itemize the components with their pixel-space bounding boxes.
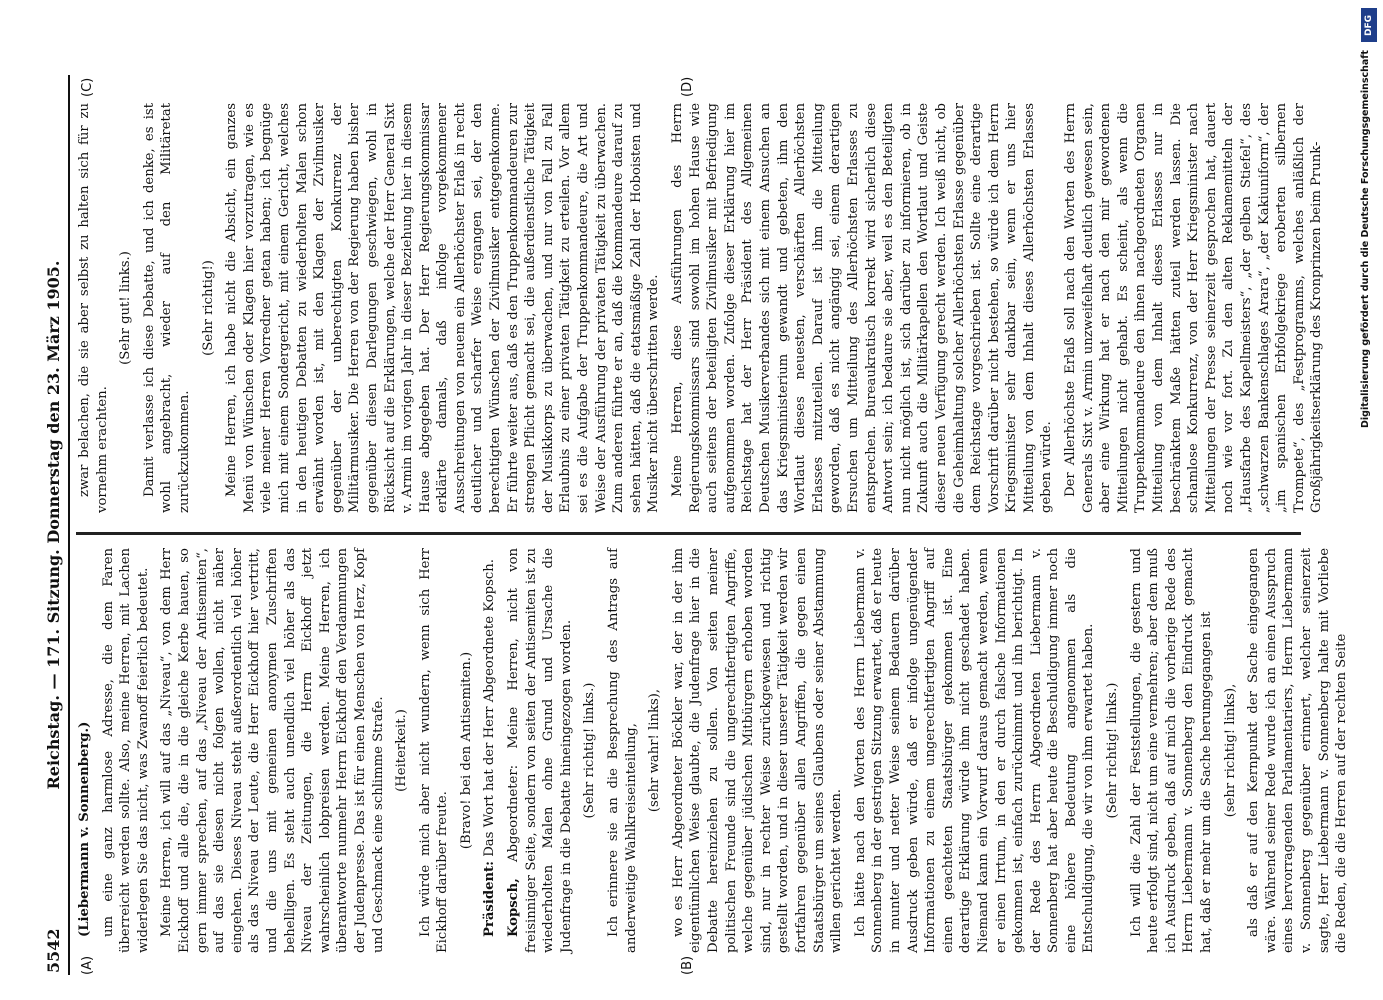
speech-text: Das Wort hat der Herr Abgeordnete Kopsch. <box>482 559 498 857</box>
margin-mark-a: (A) <box>80 955 95 975</box>
speech-paragraph <box>505 548 575 953</box>
right-column <box>76 103 1325 513</box>
paragraph: Meine Herren, ich will auf das „Niveau“, von dem Herr Eickhoff und alle die, die in die gleiche Kerbe hauen, so gern immer sprechen, auf das „Niveau der Antisemiten“, auf das sie diesen nicht folgen wollen, nicht näher eingehen. Dieses Niveau steht außerordentlich viel höher als das Niveau der Leute, die Herr Eickhoff hier vertritt, und die uns mit gemeinen anonymen Zuschriften behelligen. Es steht auch unendlich viel höher als das Niveau der Zeitungen, die Herrn Eickhoff jetzt wahrscheinlich lobpreisen werden. Meine Herren, ich überantworte nunmehr Herrn Eickhoff den Verdammungen der Judenpresse. Das ist für einen Menschen von Herz, Kopf und Geschmack eine schlimme Strafe. <box>159 548 386 953</box>
paragraph: Ich würde mich aber nicht wundern, wenn sich Herr Eickhoff darüber freute. <box>417 548 451 953</box>
speech-paragraph <box>481 548 499 953</box>
page-number: 5542 <box>44 928 63 973</box>
speech-paragraph <box>76 548 94 953</box>
header-rule <box>68 75 70 975</box>
paragraph: Der Allerhöchste Erlaß soll nach den Worten des Herrn Generals Sixt v. Armin unzweifelhaft deutlich gewesen sein, aber eine Wirkung hat er nach den mir gewordenen Mitteilungen nicht gehabt. Es scheint, als wenn die Truppenkommandeure den ihnen nachgeordneten Organen Mitteilung von dem Inhalt dieses Erlasses nur in beschränktem Maße hätten zuteil werden lassen. Die schamlose Konkurrenz, von der Herr Kriegsminister nach Mitteilungen der Presse seinerzeit gesprochen hat, dauert noch wie vor fort. Zu den alten Reklamemitteln der „Hausfarbe des Kapellmeisters“, „der gelben Stiefel“, des „schwarzen Bankenschlages Arara“, „der Kakiuniform“, der „im spanischen Erbfolgekriege eroberten silbernen Trompete“, des „Festprogramms, welches anläßlich der Großjährigkeitserklärung des Kronprinzen beim Prunk- <box>1063 103 1325 513</box>
paragraph: zwar belachen, die sie aber selbst zu halten sich für zu vornehm erachten. <box>77 103 110 513</box>
margin-mark-d: (D) <box>680 76 695 97</box>
interjection: (sehr richtig! links), <box>1222 683 1238 818</box>
document-page <box>40 75 1350 975</box>
speaker-name: Kopsch, <box>506 878 522 937</box>
page-header <box>40 75 70 975</box>
interjection: (Sehr richtig! links.) <box>1105 682 1121 819</box>
paragraph: Ich erinnere sie an die Besprechung des Antrags auf anderweitige Wahlkreiseinteilung, <box>606 548 639 953</box>
paragraph: Damit verlasse ich diese Debatte, und ich denke, es ist wohl angebracht, wieder auf den Militäretat zurückzukommen. <box>141 103 192 513</box>
interjection: (Bravo! bei den Antisemiten.) <box>458 651 474 850</box>
speech-text: Abgeordneter: Meine Herren, nicht von freisinniger Seite, sondern von seiten der Antisemiten ist zu wiederholten Malen ohne Grund und Ursache die Judenfrage in die Debatte hineingezogen worden. <box>506 548 574 953</box>
page-title: Reichstag. — 171. Sitzung. Donnerstag den 23. März 1905. <box>44 260 63 790</box>
paragraph: wo es Herr Abgeordneter Böckler war, der in der ihm eigentümlichen Weise glaubte, die Judenfrage hier in die Debatte hereinziehen zu sollen. Von seiten meiner politischen Freunde sind die ungerechtfertigten Angriffe, welche gegenüber jüdischen Mitbürgern erhoben worden sind, nur in rechter Weise zurückgewiesen und richtig gestellt worden, und in dieser unserer Tätigkeit werden wir fortfahren gegenüber allen Angriffen, die gegen einen Staatsbürger um seines Glaubens oder seiner Abstammung willen gerichtet werden. <box>670 548 845 953</box>
interjection: (Sehr richtig!) <box>200 260 216 356</box>
credit-text: Digitalisierung gefördert durch die Deutsche Forschungsgemeinschaft <box>1360 50 1371 428</box>
margin-mark-c: (C) <box>80 77 95 97</box>
paragraph: Meine Herren, diese Ausführungen des Herrn Regierungskommissars sind sowohl im hohen Hause wie auch seitens der beteiligten Zivilmusiker mit Befriedigung aufgenommen worden. Zufolge dieser Erklärung hier im Reichstage hat der Herr Präsident des Allgemeinen Deutschen Musikerverbandes sich mit einem Ansuchen an das Kriegsministerium gewandt und gebeten, ihm den Wortlaut dieses neuesten, verschärften Allerhöchsten Erlasses mitzuteilen. Darauf ist ihm die Mitteilung geworden, daß es nicht angängig sei, einem derartigen Ersuchen um Mitteilung des Allerhöchsten Erlasses zu entsprechen. Bureaukratisch korrekt wird sicherlich diese Antwort sein; ich bedaure sie aber, weil es den Beteiligten nun nicht möglich ist, sich darüber zu informieren, ob in Zukunft auch die Militärkapellen den Wortlaut und Geiste dieser neuen Verfügung gerecht werden. Ich weiß nicht, ob die Geheimhaltung solcher Allerhöchsten Erlasse gegenüber dem Reichstage vorgeschrieben ist. Sollte eine derartige Vorschrift darüber nicht bestehen, so würde ich dem Herrn Kriegsminister sehr dankbar sein, wenn er uns hier Mitteilung von dem Inhalt dieses Allerhöchsten Erlasses geben würde. <box>670 103 1055 513</box>
paragraph: Ich will die Zahl der Feststellungen, die gestern und heute erfolgt sind, nicht um eine vermehren; aber dem muß ich Ausdruck geben, daß auf mich die vorherige Rede des Herrn Liebermann v. Sonnenberg den Eindruck gemacht hat, daß er mehr um die Sache herumgegangen ist <box>1128 548 1215 953</box>
digitization-credit <box>1357 0 1381 1000</box>
left-column <box>76 548 1350 953</box>
speaker-name: Präsident: <box>482 860 498 937</box>
paragraph: um eine ganz harmlose Adresse, die dem Faren überreicht werden sollte. Also, meine Herren, mit Lachen widerlegen Sie das nicht, was Zwanoff feierlich bedeutet. <box>100 548 151 953</box>
interjection: (sehr wahr! links), <box>647 688 663 813</box>
paragraph: Meine Herren, ich habe nicht die Absicht, ein ganzes Menü von Wünschen oder Klagen hier vorzutragen, wie es viele meiner Herren Vorredner getan haben; ich begnüge mich mit einem Sondergericht, mit einem Gericht, welches in den heutigen Debatten zu wiederholten Malen schon erwähnt worden ist, mit den Klagen der Zivilmusiker gegenüber der unberechtigten Konkurrenz der Militärmusiker. Die Herren von der Regierung haben bisher gegenüber diesen Darlegungen geschwiegen, wohl in Rücksicht auf die Erklärungen, welche der Herr General Sixt v. Armin im vorigen Jahr in dieser Beziehung hier in diesem Hause abgegeben hat. Der Herr Regierungskommissar erklärte damals, daß infolge vorgekommener Ausschreitungen von neuem ein Allerhöchster Erlaß in recht deutlicher und scharfer Weise ergangen sei, der den berechtigten Wünschen der Zivilmusiker entgegenkomme. Er führte weiter aus, daß es den Truppenkommandeuren zur strengen Pflicht gemacht sei, die außerdienstliche Tätigkeit der Musikkorps zu überwachen, und nur von Fall zu Fall Erlaubnis zu einer privaten Tätigkeit zu erteilen. Vor allem sei es die Aufgabe der Truppenkommandeure, die Art und Weise der Ausführung der privaten Tätigkeit zu überwachen. Zum anderen führte er an, daß die Kommandeure darauf zu sehen hätten, daß die etatsmäßige Zahl der Hoboisten und Musiker nicht überschritten werde. <box>224 103 662 513</box>
column-divider <box>76 532 1301 535</box>
interjection: (Sehr richtig! links.) <box>582 682 598 819</box>
paragraph: als daß er auf den Kernpunkt der Sache eingegangen wäre. Während seiner Rede wurde ich an einen Ausspruch eines hervorragenden Parlamentariers, Herrn Liebermann v. Sonnenberg gegenüber erinnert, welcher seinerzeit sagte, Herr Liebermann v. Sonnenberg halte mit Vorliebe die Reden, die die Herren auf der rechten Seite <box>1246 548 1350 953</box>
dfg-logo: DFG <box>1361 8 1377 42</box>
interjection: (Sehr gut! links.) <box>118 251 134 365</box>
speaker-name: (Liebermann v. Sonnenberg.) <box>77 721 92 937</box>
paragraph: Ich hätte nach den Worten des Herrn Liebermann v. Sonnenberg in der gestrigen Sitzung erwartet, daß er heute in munter und netter Weise seinem Bedauern darüber Ausdruck geben würde, daß er infolge ungenügender Informationen zu einem ungerechtfertigten Angriff auf einen geachteten Staatsbürger gekommen ist. Eine derartige Erklärung würde ihm nicht geschadet haben. Niemand kann ein Vorwurf daraus gemacht werden, wenn er einen Irrtum, in den er durch falsche Informationen gekommen ist, einfach zurücknimmt und ihn berichtigt. In der Rede des Herrn Abgeordneten Liebermann v. Sonnenberg hat aber heute die Beschuldigung immer noch eine höhere Bedeutung angenommen als die Entschuldigung, die wir von ihm erwartet haben. <box>852 548 1097 953</box>
interjection: (Heiterkeit.) <box>394 709 410 792</box>
margin-mark-b: (B) <box>680 955 695 975</box>
